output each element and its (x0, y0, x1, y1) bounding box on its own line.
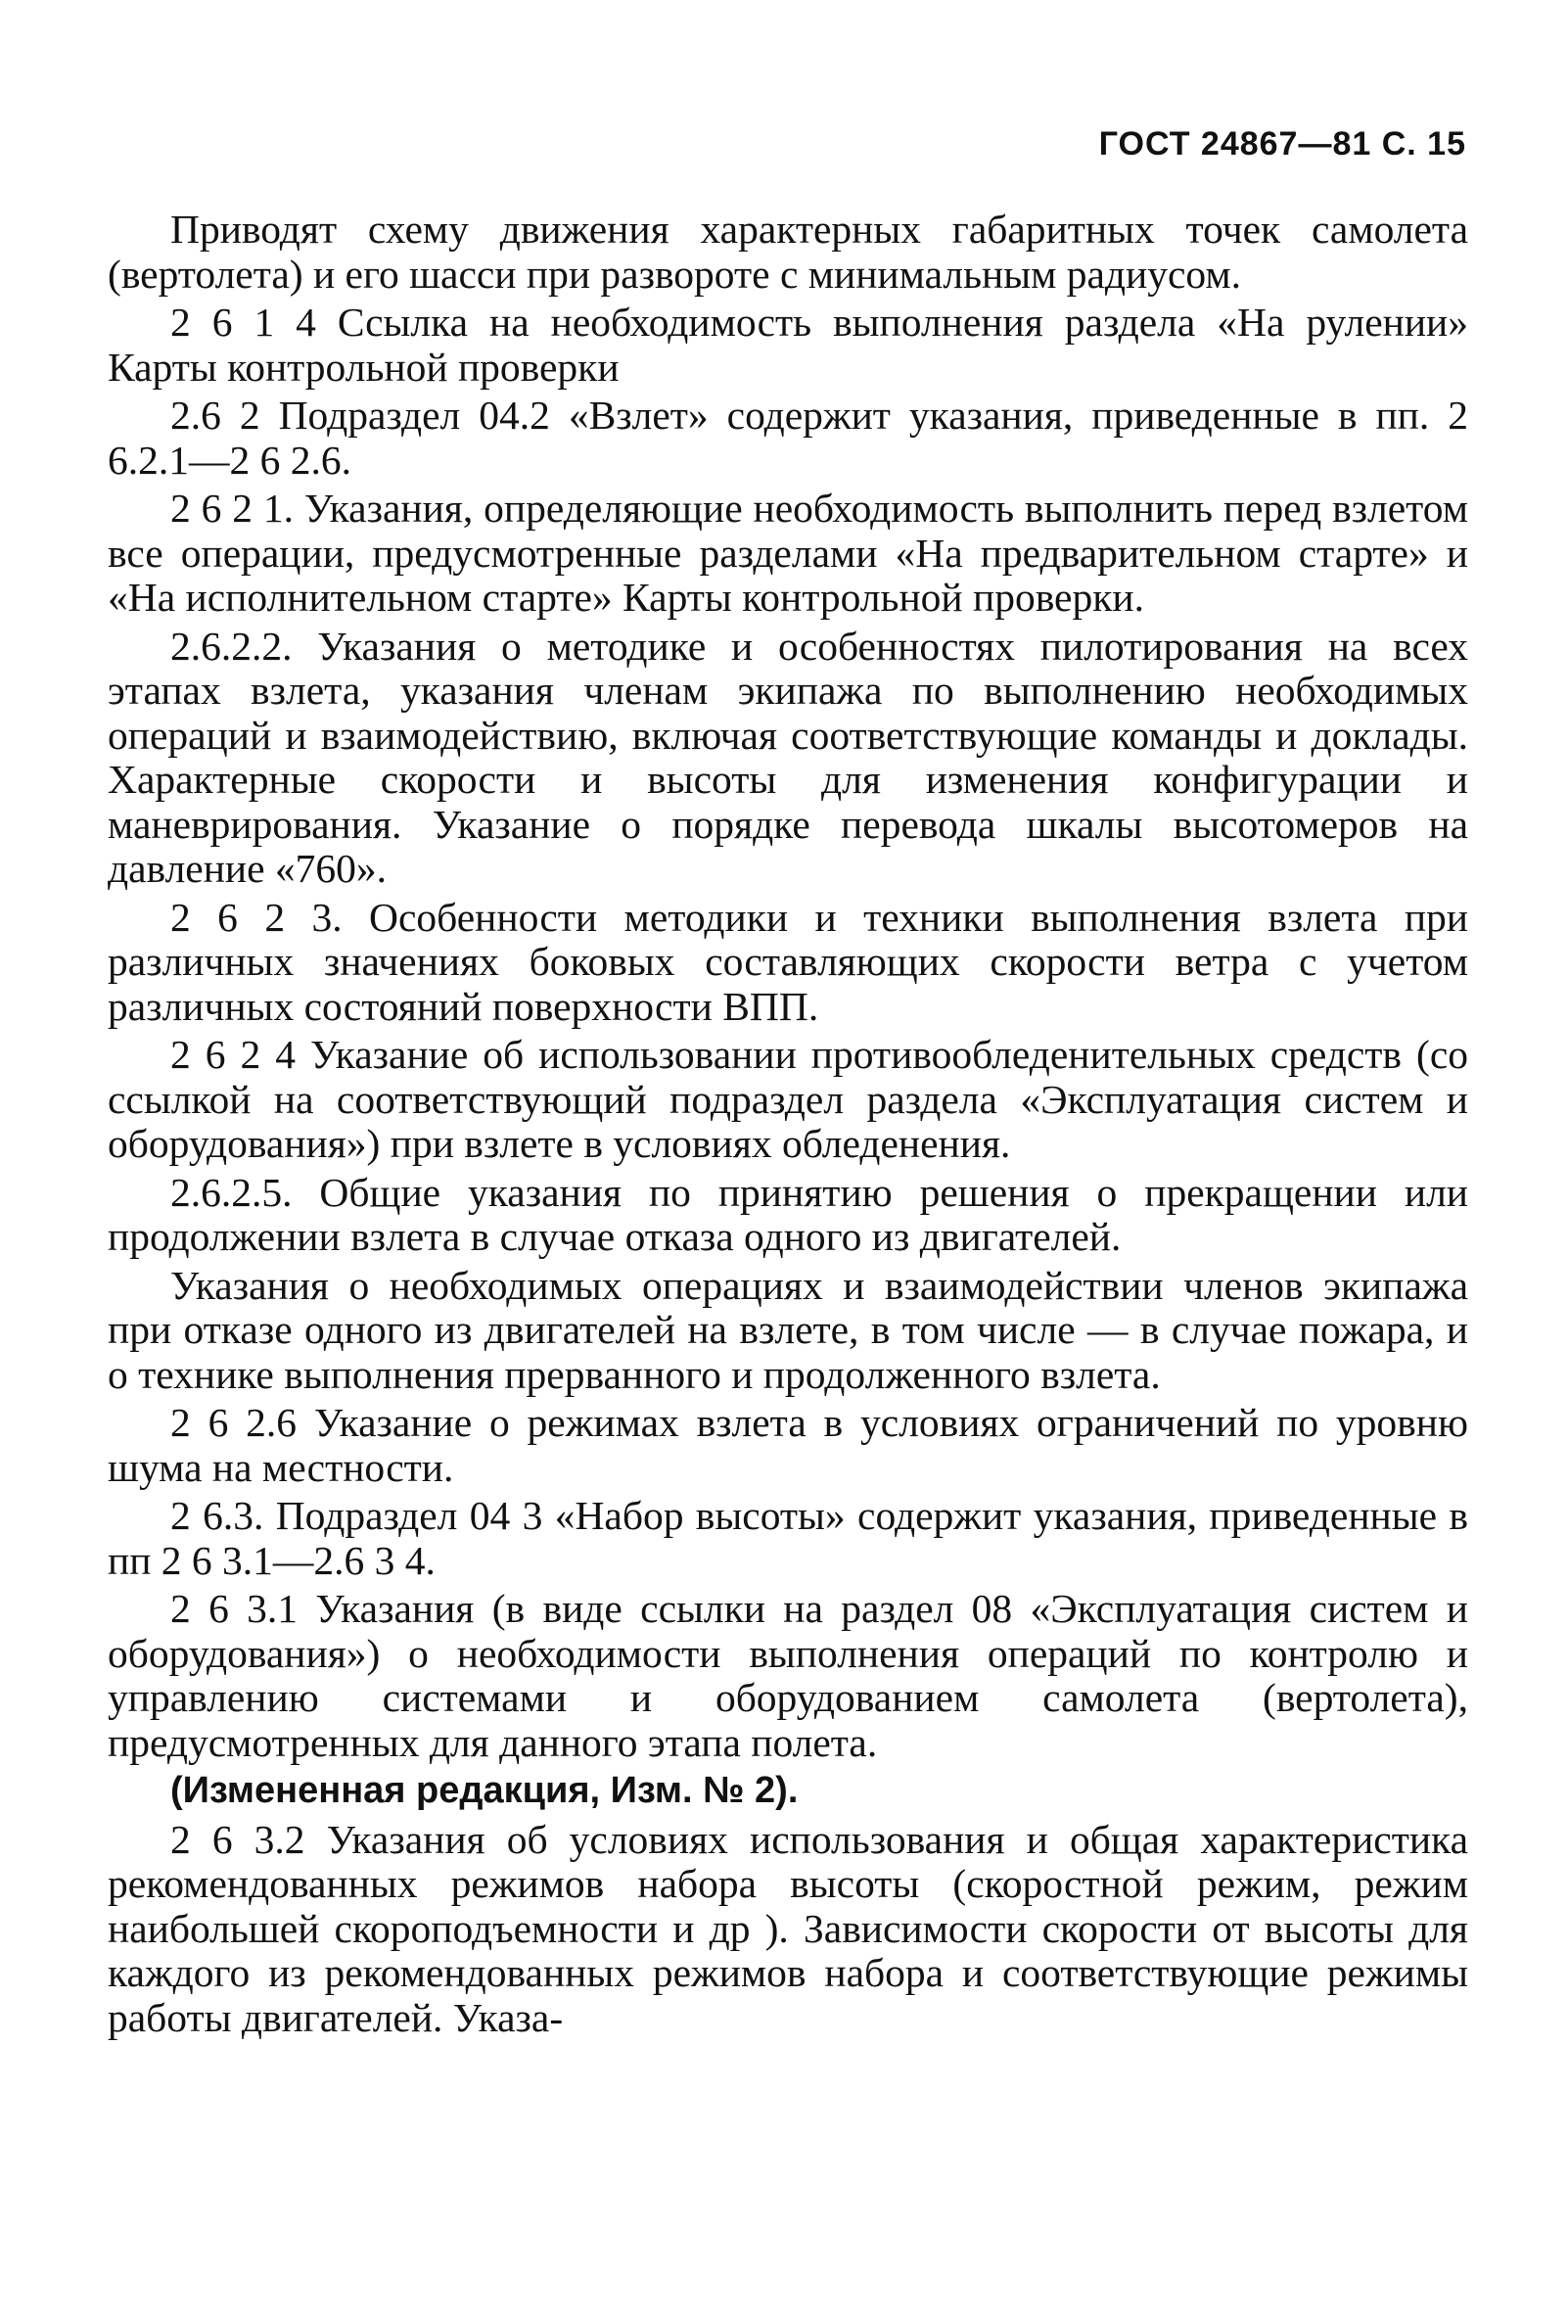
paragraph: Приводят схему движения характерных габаритных точек самолета (вертолета) и его шасси при развороте с минимальным радиусом. (108, 207, 1468, 297)
paragraph: 2 6 1 4 Ссылка на необходимость выполнения раздела «На рулении» Карты контрольной проверки (108, 300, 1468, 390)
paragraph: 2.6 2 Подраздел 04.2 «Взлет» содержит указания, приведенные в пп. 2 6.2.1—2 6 2.6. (108, 393, 1468, 483)
paragraph: 2 6.3. Подраздел 04 3 «Набор высоты» содержит указания, приведенные в пп 2 6 3.1—2.6 3 4. (108, 1493, 1468, 1583)
running-header: ГОСТ 24867—81 С. 15 (1098, 125, 1466, 163)
document-body (108, 208, 1468, 2044)
paragraph: 2 6 2 3. Особенности методики и техники выполнения взлета при различных значениях боковых составляющих скорости ветра с учетом различных состояний поверхности ВПП. (108, 894, 1468, 1029)
paragraph: 2 6 2.6 Указание о режимах взлета в условиях ограничений по уровню шума на местности. (108, 1400, 1468, 1490)
paragraph: 2.6.2.5. Общие указания по принятию решения о прекращении или продолжении взлета в случае отказа одного из двигателей. (108, 1169, 1468, 1259)
paragraph: 2 6 3.2 Указания об условиях использования и общая характеристика рекомендованных режимов набора высоты (скоростной режим, режим наибольшей скороподъемности и др ). Зависимости скорости от высоты для каждого из рекомендованных режимов набора и соответствующие режимы работы двигателей. Указа- (108, 1816, 1468, 2040)
paragraph: 2 6 3.1 Указания (в виде ссылки на раздел 08 «Эксплуатация систем и оборудования») о необходимости выполнения операций по контролю и управлению системами и оборудованием самолета (вертолета), предусмотренных для данного этапа полета. (108, 1586, 1468, 1765)
paragraph: 2 6 2 4 Указание об использовании противообледенительных средств (со ссылкой на соответствующий подраздел раздела «Эксплуатация систем и оборудования») при взлете в условиях обледенения. (108, 1032, 1468, 1166)
paragraph: 2 6 2 1. Указания, определяющие необходимость выполнить перед взлетом все операции, предусмотренные разделами «На предварительном старте» и «На исполнительном старте» Карты контрольной проверки. (108, 486, 1468, 620)
paragraph: Указания о необходимых операциях и взаимодействии членов экипажа при отказе одного из двигателей на взлете, в том числе — в случае пожара, и о технике выполнения прерванного и продолженного взлета. (108, 1262, 1468, 1397)
amendment-note: (Измененная редакция, Изм. № 2). (170, 1770, 799, 1811)
paragraph: 2.6.2.2. Указания о методике и особенностях пилотирования на всех этапах взлета, указания членам экипажа по выполнению необходимых операций и взаимодействию, включая соответствующие команды и доклады. Характерные скорости и высоты для изменения конфигурации и маневрирования. Указание о порядке перевода шкалы высотомеров на давление «760». (108, 623, 1468, 891)
